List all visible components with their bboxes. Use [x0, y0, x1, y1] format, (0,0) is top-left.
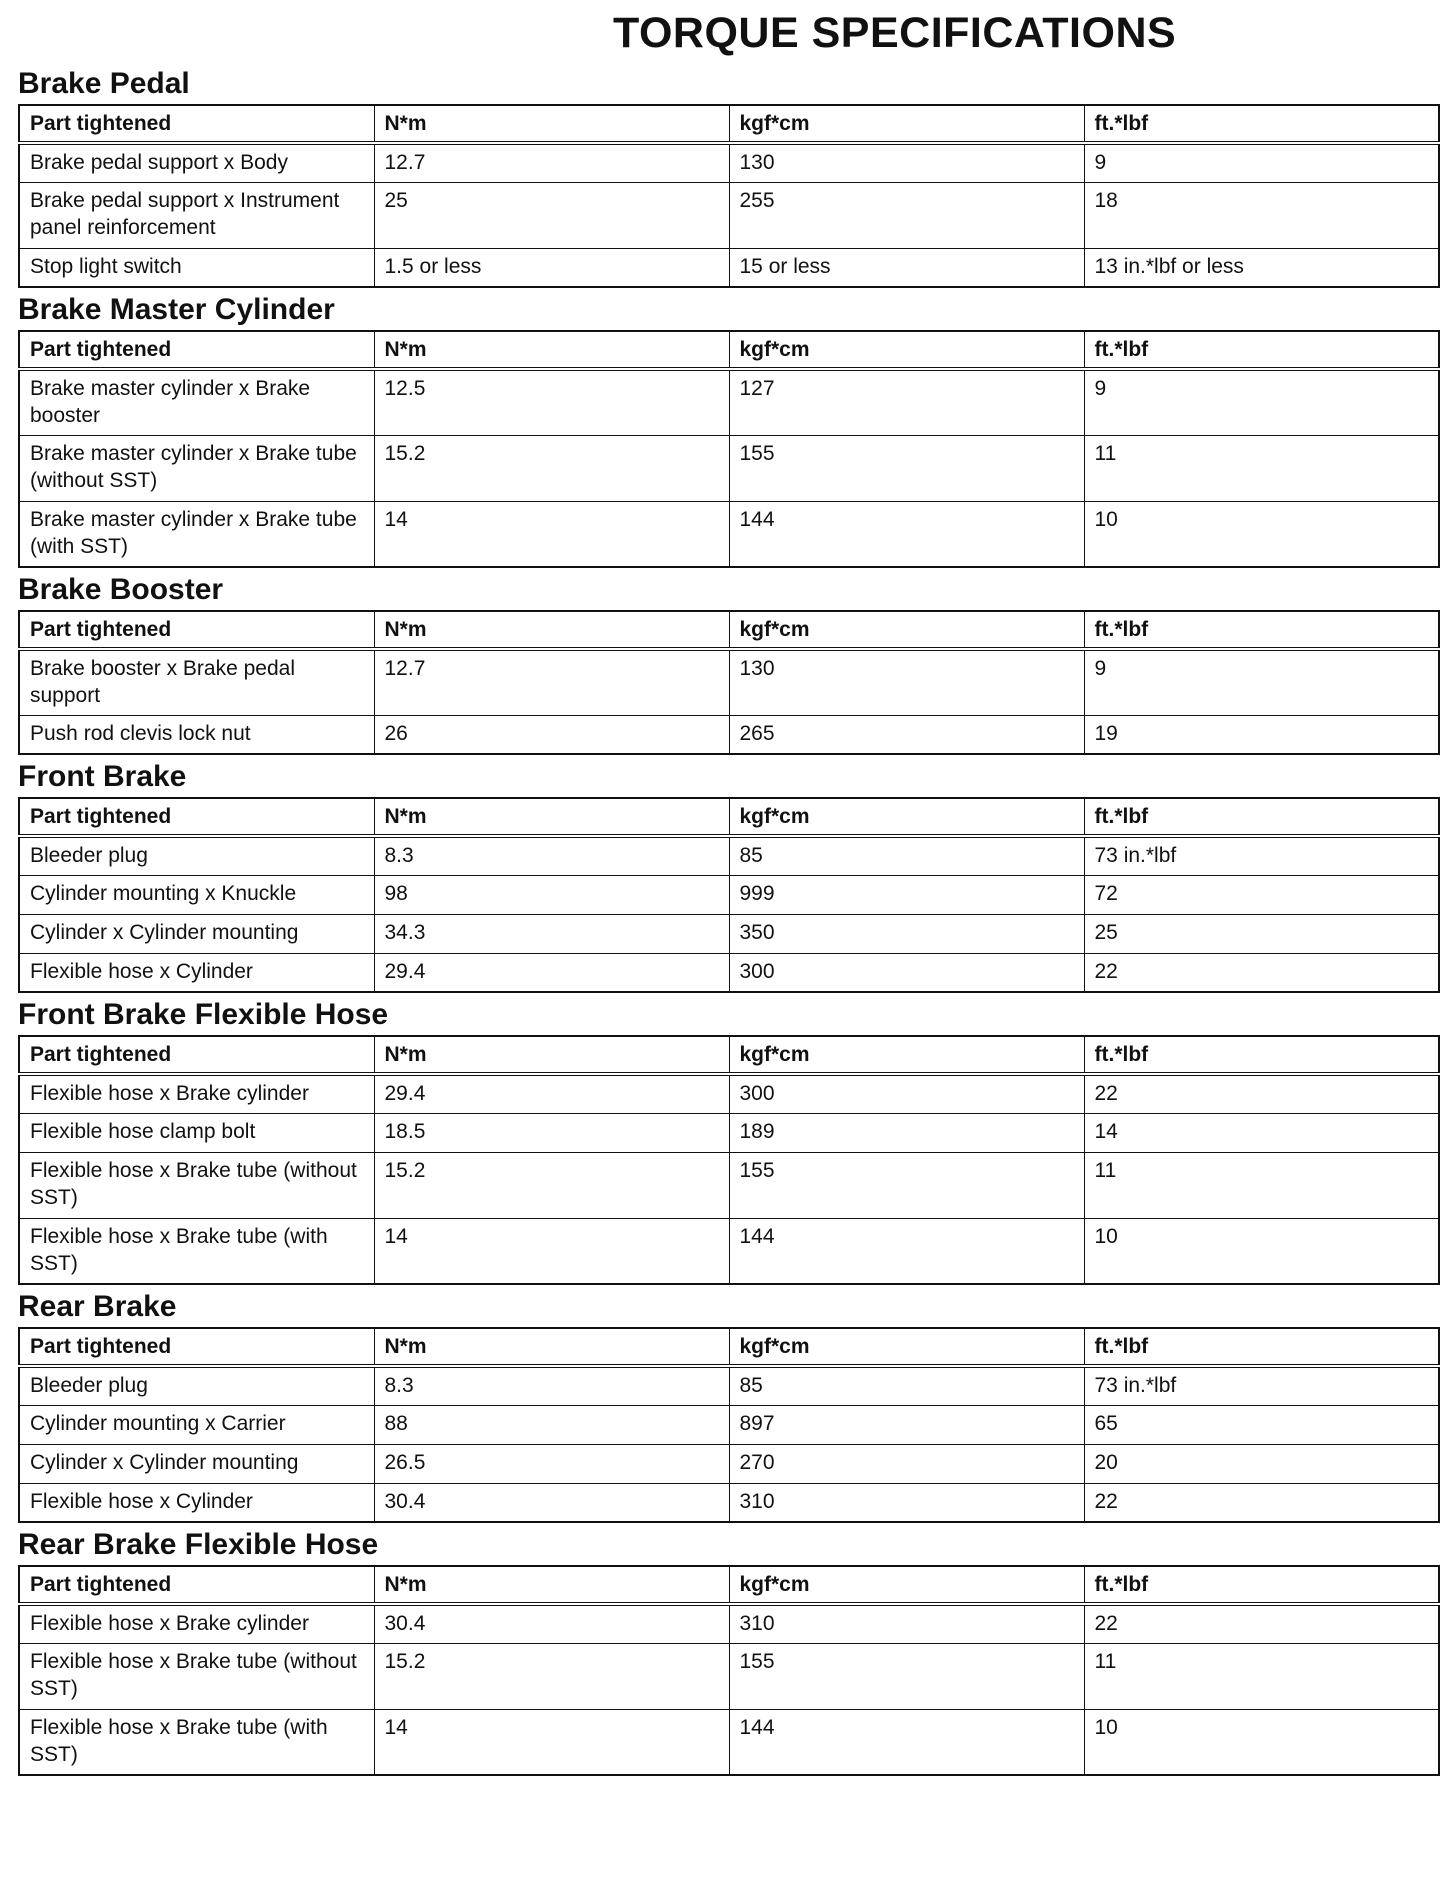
table-row: [19, 1074, 1439, 1113]
table-header-row: [19, 1566, 1439, 1604]
cell-nm: 8.3: [374, 836, 729, 875]
spec-table: [18, 1035, 1440, 1285]
cell-nm: 18.5: [374, 1113, 729, 1152]
cell-nm: 15.2: [374, 435, 729, 501]
cell-part-tightened: Flexible hose x Brake tube (without SST): [19, 1643, 374, 1709]
cell-kgfcm: 130: [729, 649, 1084, 715]
column-header-part-tightened: Part tightened: [19, 1566, 374, 1604]
cell-part-tightened: Flexible hose x Cylinder: [19, 1483, 374, 1522]
cell-nm: 14: [374, 1218, 729, 1284]
cell-kgfcm: 130: [729, 143, 1084, 182]
spec-section: [18, 288, 1438, 568]
cell-nm: 15.2: [374, 1152, 729, 1218]
spec-section: [18, 993, 1438, 1285]
cell-kgfcm: 255: [729, 182, 1084, 248]
cell-kgfcm: 350: [729, 914, 1084, 953]
section-title: Front Brake Flexible Hose: [18, 998, 389, 1031]
table-row: [19, 369, 1439, 435]
table-header-row: [19, 331, 1439, 369]
cell-nm: 12.7: [374, 143, 729, 182]
cell-kgfcm: 85: [729, 1366, 1084, 1405]
column-header-nm: N*m: [374, 1566, 729, 1604]
table-header-row: [19, 798, 1439, 836]
cell-kgfcm: 265: [729, 715, 1084, 754]
cell-kgfcm: 144: [729, 1709, 1084, 1775]
column-header-nm: N*m: [374, 331, 729, 369]
cell-part-tightened: Brake master cylinder x Brake tube (with SST): [19, 501, 374, 567]
section-title: Rear Brake: [18, 1290, 177, 1323]
column-header-ftlbf: ft.*lbf: [1084, 1036, 1439, 1074]
cell-part-tightened: Cylinder mounting x Carrier: [19, 1405, 374, 1444]
cell-kgfcm: 127: [729, 369, 1084, 435]
cell-kgfcm: 144: [729, 501, 1084, 567]
spec-section: [18, 62, 1438, 288]
cell-nm: 34.3: [374, 914, 729, 953]
cell-part-tightened: Flexible hose x Brake cylinder: [19, 1604, 374, 1643]
cell-kgfcm: 897: [729, 1405, 1084, 1444]
table-row: [19, 1405, 1439, 1444]
cell-kgfcm: 999: [729, 875, 1084, 914]
cell-part-tightened: Flexible hose x Brake cylinder: [19, 1074, 374, 1113]
table-row: [19, 715, 1439, 754]
table-row: [19, 1709, 1439, 1775]
cell-kgfcm: 155: [729, 1643, 1084, 1709]
cell-nm: 8.3: [374, 1366, 729, 1405]
column-header-ftlbf: ft.*lbf: [1084, 798, 1439, 836]
section-title: Rear Brake Flexible Hose: [18, 1528, 379, 1561]
spec-section: [18, 568, 1438, 755]
column-header-ftlbf: ft.*lbf: [1084, 1328, 1439, 1366]
spec-table: [18, 104, 1440, 288]
page-title: TORQUE SPECIFICATIONS: [613, 9, 1177, 57]
spec-table: [18, 797, 1440, 993]
cell-kgfcm: 270: [729, 1444, 1084, 1483]
column-header-kgfcm: kgf*cm: [729, 1566, 1084, 1604]
cell-ftlbf: 73 in.*lbf: [1084, 836, 1439, 875]
table-row: [19, 248, 1439, 287]
cell-ftlbf: 10: [1084, 1709, 1439, 1775]
cell-part-tightened: Flexible hose x Brake tube (without SST): [19, 1152, 374, 1218]
cell-ftlbf: 22: [1084, 1604, 1439, 1643]
cell-nm: 26.5: [374, 1444, 729, 1483]
column-header-kgfcm: kgf*cm: [729, 1036, 1084, 1074]
column-header-part-tightened: Part tightened: [19, 798, 374, 836]
column-header-nm: N*m: [374, 611, 729, 649]
column-header-kgfcm: kgf*cm: [729, 798, 1084, 836]
spec-table: [18, 1327, 1440, 1523]
cell-part-tightened: Flexible hose clamp bolt: [19, 1113, 374, 1152]
cell-ftlbf: 65: [1084, 1405, 1439, 1444]
table-row: [19, 435, 1439, 501]
cell-ftlbf: 19: [1084, 715, 1439, 754]
cell-part-tightened: Stop light switch: [19, 248, 374, 287]
table-row: [19, 182, 1439, 248]
column-header-part-tightened: Part tightened: [19, 1328, 374, 1366]
table-row: [19, 1483, 1439, 1522]
cell-part-tightened: Flexible hose x Brake tube (with SST): [19, 1218, 374, 1284]
table-row: [19, 1444, 1439, 1483]
cell-kgfcm: 189: [729, 1113, 1084, 1152]
cell-ftlbf: 20: [1084, 1444, 1439, 1483]
column-header-part-tightened: Part tightened: [19, 1036, 374, 1074]
cell-ftlbf: 14: [1084, 1113, 1439, 1152]
spec-table: [18, 330, 1440, 568]
cell-nm: 14: [374, 1709, 729, 1775]
table-row: [19, 143, 1439, 182]
spec-section: [18, 755, 1438, 993]
cell-ftlbf: 72: [1084, 875, 1439, 914]
table-row: [19, 836, 1439, 875]
table-header-row: [19, 611, 1439, 649]
cell-kgfcm: 300: [729, 953, 1084, 992]
cell-part-tightened: Cylinder x Cylinder mounting: [19, 1444, 374, 1483]
table-row: [19, 1643, 1439, 1709]
cell-ftlbf: 22: [1084, 1483, 1439, 1522]
cell-nm: 88: [374, 1405, 729, 1444]
column-header-kgfcm: kgf*cm: [729, 331, 1084, 369]
cell-ftlbf: 9: [1084, 143, 1439, 182]
column-header-nm: N*m: [374, 1036, 729, 1074]
table-row: [19, 875, 1439, 914]
spec-sections: [18, 62, 1438, 1776]
section-title: Front Brake: [18, 760, 187, 793]
section-title: Brake Booster: [18, 573, 224, 606]
cell-kgfcm: 300: [729, 1074, 1084, 1113]
column-header-ftlbf: ft.*lbf: [1084, 611, 1439, 649]
column-header-part-tightened: Part tightened: [19, 105, 374, 143]
cell-nm: 30.4: [374, 1483, 729, 1522]
spec-table: [18, 610, 1440, 755]
table-row: [19, 1366, 1439, 1405]
column-header-nm: N*m: [374, 1328, 729, 1366]
cell-kgfcm: 310: [729, 1604, 1084, 1643]
column-header-nm: N*m: [374, 105, 729, 143]
cell-nm: 29.4: [374, 1074, 729, 1113]
cell-ftlbf: 11: [1084, 1643, 1439, 1709]
cell-ftlbf: 11: [1084, 1152, 1439, 1218]
cell-nm: 1.5 or less: [374, 248, 729, 287]
cell-nm: 25: [374, 182, 729, 248]
column-header-ftlbf: ft.*lbf: [1084, 331, 1439, 369]
table-row: [19, 501, 1439, 567]
cell-part-tightened: Cylinder x Cylinder mounting: [19, 914, 374, 953]
column-header-kgfcm: kgf*cm: [729, 105, 1084, 143]
column-header-kgfcm: kgf*cm: [729, 1328, 1084, 1366]
table-header-row: [19, 105, 1439, 143]
table-row: [19, 914, 1439, 953]
cell-kgfcm: 155: [729, 1152, 1084, 1218]
table-header-row: [19, 1036, 1439, 1074]
cell-nm: 98: [374, 875, 729, 914]
cell-part-tightened: Brake booster x Brake pedal support: [19, 649, 374, 715]
cell-ftlbf: 9: [1084, 649, 1439, 715]
spec-section: [18, 1285, 1438, 1523]
column-header-ftlbf: ft.*lbf: [1084, 1566, 1439, 1604]
column-header-part-tightened: Part tightened: [19, 611, 374, 649]
cell-ftlbf: 22: [1084, 953, 1439, 992]
cell-kgfcm: 85: [729, 836, 1084, 875]
cell-part-tightened: Bleeder plug: [19, 836, 374, 875]
section-title: Brake Master Cylinder: [18, 293, 335, 326]
cell-part-tightened: Cylinder mounting x Knuckle: [19, 875, 374, 914]
cell-part-tightened: Flexible hose x Cylinder: [19, 953, 374, 992]
table-row: [19, 649, 1439, 715]
column-header-ftlbf: ft.*lbf: [1084, 105, 1439, 143]
cell-ftlbf: 18: [1084, 182, 1439, 248]
cell-nm: 12.7: [374, 649, 729, 715]
cell-nm: 12.5: [374, 369, 729, 435]
cell-ftlbf: 11: [1084, 435, 1439, 501]
cell-kgfcm: 310: [729, 1483, 1084, 1522]
table-row: [19, 1152, 1439, 1218]
cell-part-tightened: Push rod clevis lock nut: [19, 715, 374, 754]
document-page: [18, 0, 1438, 1776]
table-row: [19, 1113, 1439, 1152]
cell-kgfcm: 15 or less: [729, 248, 1084, 287]
table-row: [19, 1604, 1439, 1643]
spec-section: [18, 1523, 1438, 1776]
cell-ftlbf: 25: [1084, 914, 1439, 953]
table-row: [19, 1218, 1439, 1284]
cell-part-tightened: Brake master cylinder x Brake tube (without SST): [19, 435, 374, 501]
cell-nm: 15.2: [374, 1643, 729, 1709]
cell-part-tightened: Brake master cylinder x Brake booster: [19, 369, 374, 435]
section-title: Brake Pedal: [18, 67, 190, 100]
table-row: [19, 953, 1439, 992]
cell-nm: 26: [374, 715, 729, 754]
cell-part-tightened: Flexible hose x Brake tube (with SST): [19, 1709, 374, 1775]
cell-kgfcm: 155: [729, 435, 1084, 501]
cell-part-tightened: Brake pedal support x Body: [19, 143, 374, 182]
column-header-kgfcm: kgf*cm: [729, 611, 1084, 649]
cell-nm: 29.4: [374, 953, 729, 992]
cell-part-tightened: Bleeder plug: [19, 1366, 374, 1405]
cell-ftlbf: 9: [1084, 369, 1439, 435]
column-header-part-tightened: Part tightened: [19, 331, 374, 369]
cell-ftlbf: 22: [1084, 1074, 1439, 1113]
table-header-row: [19, 1328, 1439, 1366]
cell-nm: 30.4: [374, 1604, 729, 1643]
cell-part-tightened: Brake pedal support x Instrument panel reinforcement: [19, 182, 374, 248]
cell-ftlbf: 10: [1084, 501, 1439, 567]
cell-nm: 14: [374, 501, 729, 567]
spec-table: [18, 1565, 1440, 1776]
cell-ftlbf: 13 in.*lbf or less: [1084, 248, 1439, 287]
column-header-nm: N*m: [374, 798, 729, 836]
cell-kgfcm: 144: [729, 1218, 1084, 1284]
cell-ftlbf: 73 in.*lbf: [1084, 1366, 1439, 1405]
cell-ftlbf: 10: [1084, 1218, 1439, 1284]
